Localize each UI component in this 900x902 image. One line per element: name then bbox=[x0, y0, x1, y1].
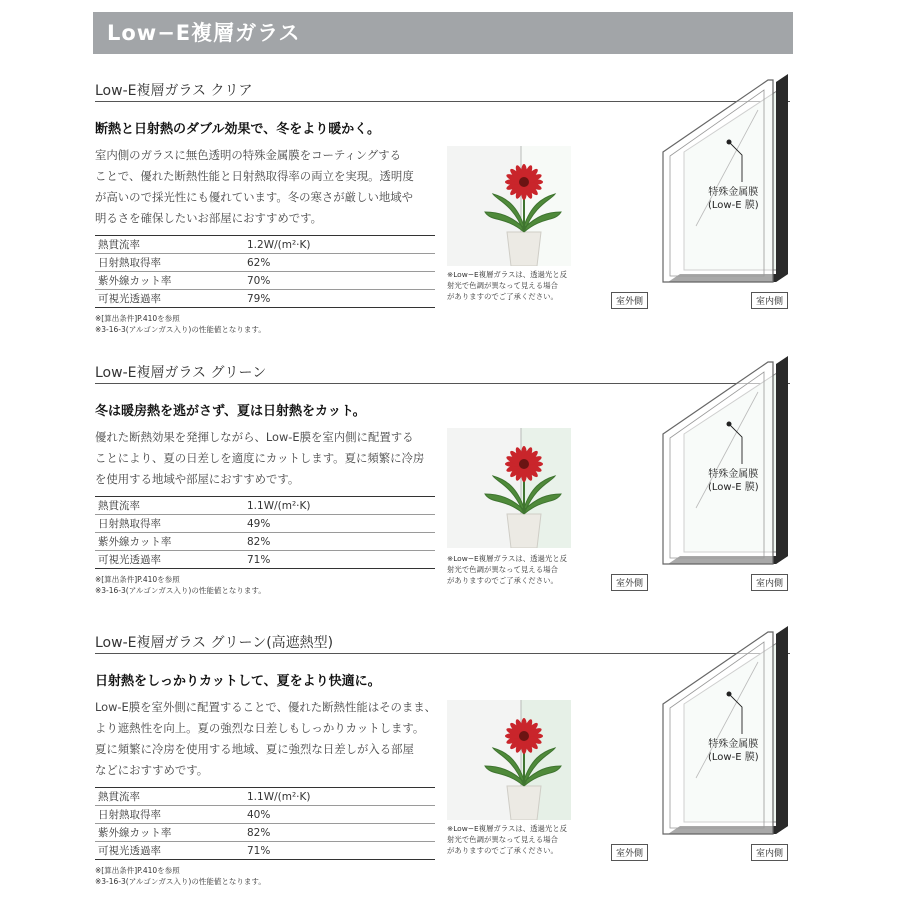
film-label-main: 特殊金属膜 bbox=[708, 469, 759, 480]
spec-row bbox=[95, 254, 435, 272]
spec-row bbox=[95, 806, 435, 824]
section-title: Low-E複層ガラス クリア bbox=[95, 83, 253, 99]
glass-diagram bbox=[608, 60, 803, 310]
note-line: ※[算出条件]P.410を参照 bbox=[95, 314, 180, 323]
spec-row bbox=[95, 497, 435, 515]
spec-value: 79% bbox=[244, 290, 435, 308]
glass-diagram bbox=[608, 612, 803, 862]
film-label-sub: (Low-E 膜) bbox=[708, 482, 759, 493]
caption-line: ※Low−E複層ガラスは、透過光と反 bbox=[447, 554, 568, 563]
spec-row bbox=[95, 824, 435, 842]
caption-line: 射光で色調が異なって見える場合 bbox=[447, 835, 558, 844]
section-headline: 断熱と日射熱のダブル効果で、冬をより暖かく。 bbox=[95, 122, 380, 137]
spec-label: 熱貫流率 bbox=[95, 788, 244, 806]
spec-value: 49% bbox=[244, 515, 435, 533]
caption-line: がありますのでご了承ください。 bbox=[447, 576, 558, 585]
section-headline: 日射熱をしっかりカットして、夏をより快適に。 bbox=[95, 674, 381, 689]
caption-line: がありますのでご了承ください。 bbox=[447, 846, 558, 855]
caption-line: 射光で色調が異なって見える場合 bbox=[447, 281, 558, 290]
description-line: 夏に頻繁に冷房を使用する地域、夏に強烈な日差しが入る部屋 bbox=[95, 742, 414, 756]
spec-value: 71% bbox=[244, 842, 435, 860]
spec-label: 日射熱取得率 bbox=[95, 515, 244, 533]
description-line: 室内側のガラスに無色透明の特殊金属膜をコーティングする bbox=[95, 148, 402, 162]
film-label bbox=[708, 468, 759, 494]
note-line: ※3-16-3(アルゴンガス入り)の性能値となります。 bbox=[95, 325, 266, 334]
spec-row bbox=[95, 236, 435, 254]
film-label bbox=[708, 738, 759, 764]
spec-label: 日射熱取得率 bbox=[95, 806, 244, 824]
spec-row bbox=[95, 551, 435, 569]
spec-value: 62% bbox=[244, 254, 435, 272]
section-description bbox=[95, 697, 440, 781]
flower-photo bbox=[447, 146, 571, 266]
note-line: ※[算出条件]P.410を参照 bbox=[95, 866, 180, 875]
film-label-main: 特殊金属膜 bbox=[708, 187, 759, 198]
film-label-sub: (Low-E 膜) bbox=[708, 752, 759, 763]
spec-row bbox=[95, 515, 435, 533]
description-line: 優れた断熱効果を発揮しながら、Low-E膜を室内側に配置する bbox=[95, 430, 414, 444]
description-line: を使用する地域や部屋におすすめです。 bbox=[95, 472, 300, 486]
outdoor-tag: 室外側 bbox=[611, 844, 648, 861]
description-line: Low-E膜を室外側に配置することで、優れた断熱性能はそのまま、 bbox=[95, 700, 437, 714]
spec-value: 40% bbox=[244, 806, 435, 824]
film-label-sub: (Low-E 膜) bbox=[708, 200, 759, 211]
spec-notes bbox=[95, 313, 266, 335]
spec-label: 紫外線カット率 bbox=[95, 533, 244, 551]
section-description bbox=[95, 427, 440, 490]
indoor-tag: 室内側 bbox=[751, 292, 788, 309]
photo-caption bbox=[447, 269, 612, 302]
spec-value: 1.1W/(m²·K) bbox=[244, 788, 435, 806]
description-line: 明るさを確保したいお部屋におすすめです。 bbox=[95, 211, 323, 225]
spec-value: 71% bbox=[244, 551, 435, 569]
spec-value: 82% bbox=[244, 533, 435, 551]
note-line: ※3-16-3(アルゴンガス入り)の性能値となります。 bbox=[95, 877, 266, 886]
spec-row bbox=[95, 788, 435, 806]
spec-row bbox=[95, 842, 435, 860]
caption-line: 射光で色調が異なって見える場合 bbox=[447, 565, 558, 574]
spec-label: 熱貫流率 bbox=[95, 236, 244, 254]
spec-label: 日射熱取得率 bbox=[95, 254, 244, 272]
photo-caption bbox=[447, 823, 612, 856]
spec-notes bbox=[95, 865, 266, 887]
section-headline: 冬は暖房熱を逃がさず、夏は日射熱をカット。 bbox=[95, 404, 366, 419]
spec-table bbox=[95, 787, 435, 860]
caption-line: ※Low−E複層ガラスは、透過光と反 bbox=[447, 270, 568, 279]
spec-label: 熱貫流率 bbox=[95, 497, 244, 515]
section-title: Low-E複層ガラス グリーン bbox=[95, 365, 267, 381]
film-label-main: 特殊金属膜 bbox=[708, 739, 759, 750]
product-section bbox=[0, 632, 900, 902]
spec-value: 70% bbox=[244, 272, 435, 290]
spec-notes bbox=[95, 574, 266, 596]
spec-value: 1.2W/(m²·K) bbox=[244, 236, 435, 254]
spec-row bbox=[95, 290, 435, 308]
description-line: ことにより、夏の日差しを適度にカットします。夏に頻繁に冷房 bbox=[95, 451, 425, 465]
section-description bbox=[95, 145, 440, 229]
description-line: より遮熱性を向上。夏の強烈な日差しもしっかりカットします。 bbox=[95, 721, 425, 735]
spec-row bbox=[95, 533, 435, 551]
page-banner: Low−E複層ガラス bbox=[93, 12, 793, 54]
caption-line: ※Low−E複層ガラスは、透過光と反 bbox=[447, 824, 568, 833]
flower-photo bbox=[447, 700, 571, 820]
spec-label: 紫外線カット率 bbox=[95, 272, 244, 290]
film-label bbox=[708, 186, 759, 212]
description-line: が高いので採光性にも優れています。冬の寒さが厳しい地域や bbox=[95, 190, 414, 204]
note-line: ※3-16-3(アルゴンガス入り)の性能値となります。 bbox=[95, 586, 266, 595]
photo-caption bbox=[447, 553, 612, 586]
glass-diagram bbox=[608, 342, 803, 592]
spec-label: 可視光透過率 bbox=[95, 551, 244, 569]
caption-line: がありますのでご了承ください。 bbox=[447, 292, 558, 301]
outdoor-tag: 室外側 bbox=[611, 292, 648, 309]
spec-table bbox=[95, 235, 435, 308]
product-section bbox=[0, 362, 900, 632]
description-line: などにおすすめです。 bbox=[95, 763, 209, 777]
description-line: ことで、優れた断熱性能と日射熱取得率の両立を実現。透明度 bbox=[95, 169, 414, 183]
spec-label: 可視光透過率 bbox=[95, 842, 244, 860]
spec-value: 1.1W/(m²·K) bbox=[244, 497, 435, 515]
product-section bbox=[0, 80, 900, 350]
outdoor-tag: 室外側 bbox=[611, 574, 648, 591]
spec-value: 82% bbox=[244, 824, 435, 842]
indoor-tag: 室内側 bbox=[751, 844, 788, 861]
indoor-tag: 室内側 bbox=[751, 574, 788, 591]
section-title: Low-E複層ガラス グリーン(高遮熱型) bbox=[95, 635, 334, 651]
spec-label: 可視光透過率 bbox=[95, 290, 244, 308]
spec-label: 紫外線カット率 bbox=[95, 824, 244, 842]
note-line: ※[算出条件]P.410を参照 bbox=[95, 575, 180, 584]
spec-row bbox=[95, 272, 435, 290]
spec-table bbox=[95, 496, 435, 569]
flower-photo bbox=[447, 428, 571, 548]
